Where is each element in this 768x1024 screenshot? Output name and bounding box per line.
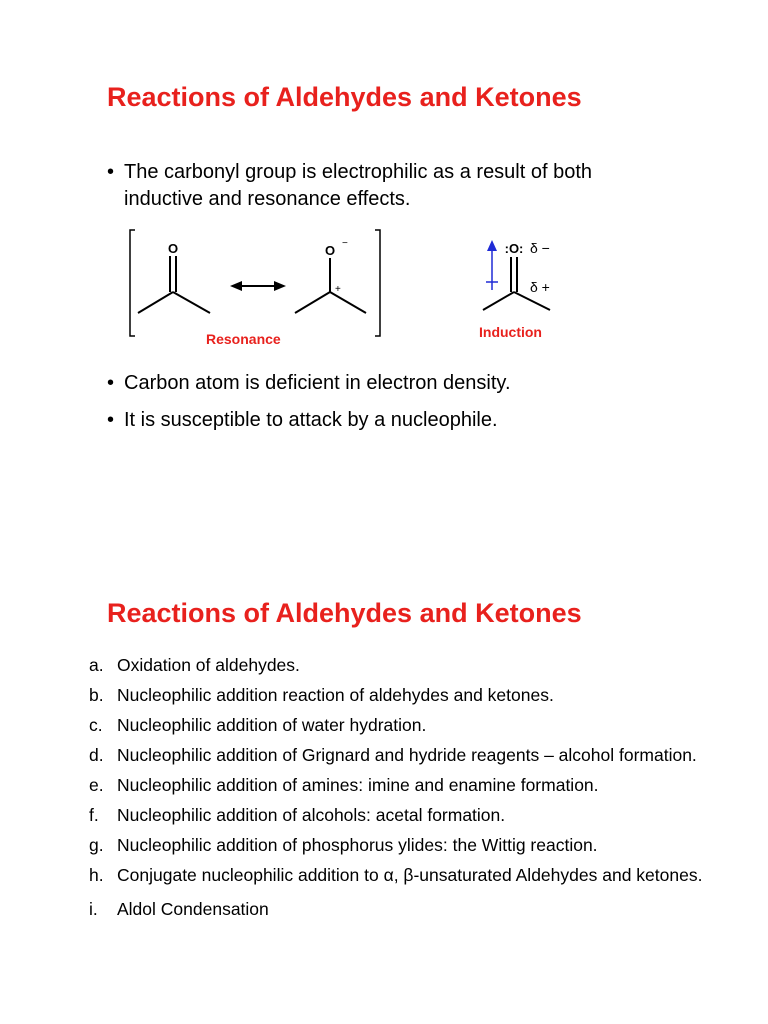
list-item bbox=[89, 743, 709, 767]
right-bracket bbox=[375, 230, 380, 336]
list-marker: e. bbox=[89, 775, 104, 795]
list-item-text: Aldol Condensation bbox=[117, 899, 269, 919]
list-marker: b. bbox=[89, 685, 104, 705]
carbonyl-resonance-induction-diagram bbox=[120, 222, 570, 352]
list-item bbox=[89, 683, 709, 707]
list-item-text: Nucleophilic addition reaction of aldehydes and ketones. bbox=[117, 685, 554, 705]
list-marker: f. bbox=[89, 805, 99, 825]
list-marker: h. bbox=[89, 865, 104, 885]
resonance-label: Resonance bbox=[206, 331, 281, 347]
slide-2-title: Reactions of Aldehydes and Ketones bbox=[107, 598, 582, 628]
resonance-arrow bbox=[230, 281, 286, 291]
oxygen-atom: O bbox=[167, 241, 179, 256]
list-item bbox=[89, 803, 709, 827]
delta-plus: δ + bbox=[530, 279, 550, 295]
list-marker: a. bbox=[89, 655, 104, 675]
reaction-list bbox=[89, 653, 709, 927]
list-marker: i. bbox=[89, 899, 98, 919]
induction-label: Induction bbox=[479, 324, 542, 340]
slide-1-title: Reactions of Aldehydes and Ketones bbox=[107, 82, 582, 112]
list-item-text: Conjugate nucleophilic addition to α, β-unsaturated Aldehydes and ketones. bbox=[117, 865, 703, 885]
induction-structure bbox=[483, 240, 550, 310]
list-item-text: Nucleophilic addition of phosphorus ylides: the Wittig reaction. bbox=[117, 835, 598, 855]
bullet-electrophilic: • The carbonyl group is electrophilic as a result of both inductive and resonance effects. bbox=[107, 159, 664, 213]
list-item bbox=[89, 833, 709, 857]
list-marker: c. bbox=[89, 715, 103, 735]
left-bracket bbox=[130, 230, 135, 336]
plus-charge: + bbox=[335, 284, 341, 295]
list-item-text: Nucleophilic addition of alcohols: acetal formation. bbox=[117, 805, 506, 825]
list-marker: g. bbox=[89, 835, 104, 855]
bullet-nucleophile-attack: • It is susceptible to attack by a nucleophile. bbox=[107, 407, 664, 434]
minus-charge: − bbox=[342, 238, 348, 249]
bullet-electron-deficient: • Carbon atom is deficient in electron density. bbox=[107, 370, 664, 397]
oxygen-lone-pairs: :O: bbox=[504, 241, 524, 256]
list-item bbox=[89, 863, 709, 887]
list-item-text: Nucleophilic addition of Grignard and hydride reagents – alcohol formation. bbox=[117, 745, 697, 765]
list-item bbox=[89, 773, 709, 797]
list-item bbox=[89, 653, 709, 677]
list-item-text: Oxidation of aldehydes. bbox=[117, 655, 300, 675]
list-item-text: Nucleophilic addition of amines: imine and enamine formation. bbox=[117, 775, 599, 795]
zwitterion-structure bbox=[295, 238, 366, 313]
list-marker: d. bbox=[89, 745, 104, 765]
list-item bbox=[89, 897, 709, 921]
list-item-text: Nucleophilic addition of water hydration. bbox=[117, 715, 427, 735]
delta-minus: δ − bbox=[530, 240, 550, 256]
ketone-structure bbox=[138, 241, 210, 313]
oxygen-atom: O bbox=[324, 243, 336, 258]
list-item bbox=[89, 713, 709, 737]
